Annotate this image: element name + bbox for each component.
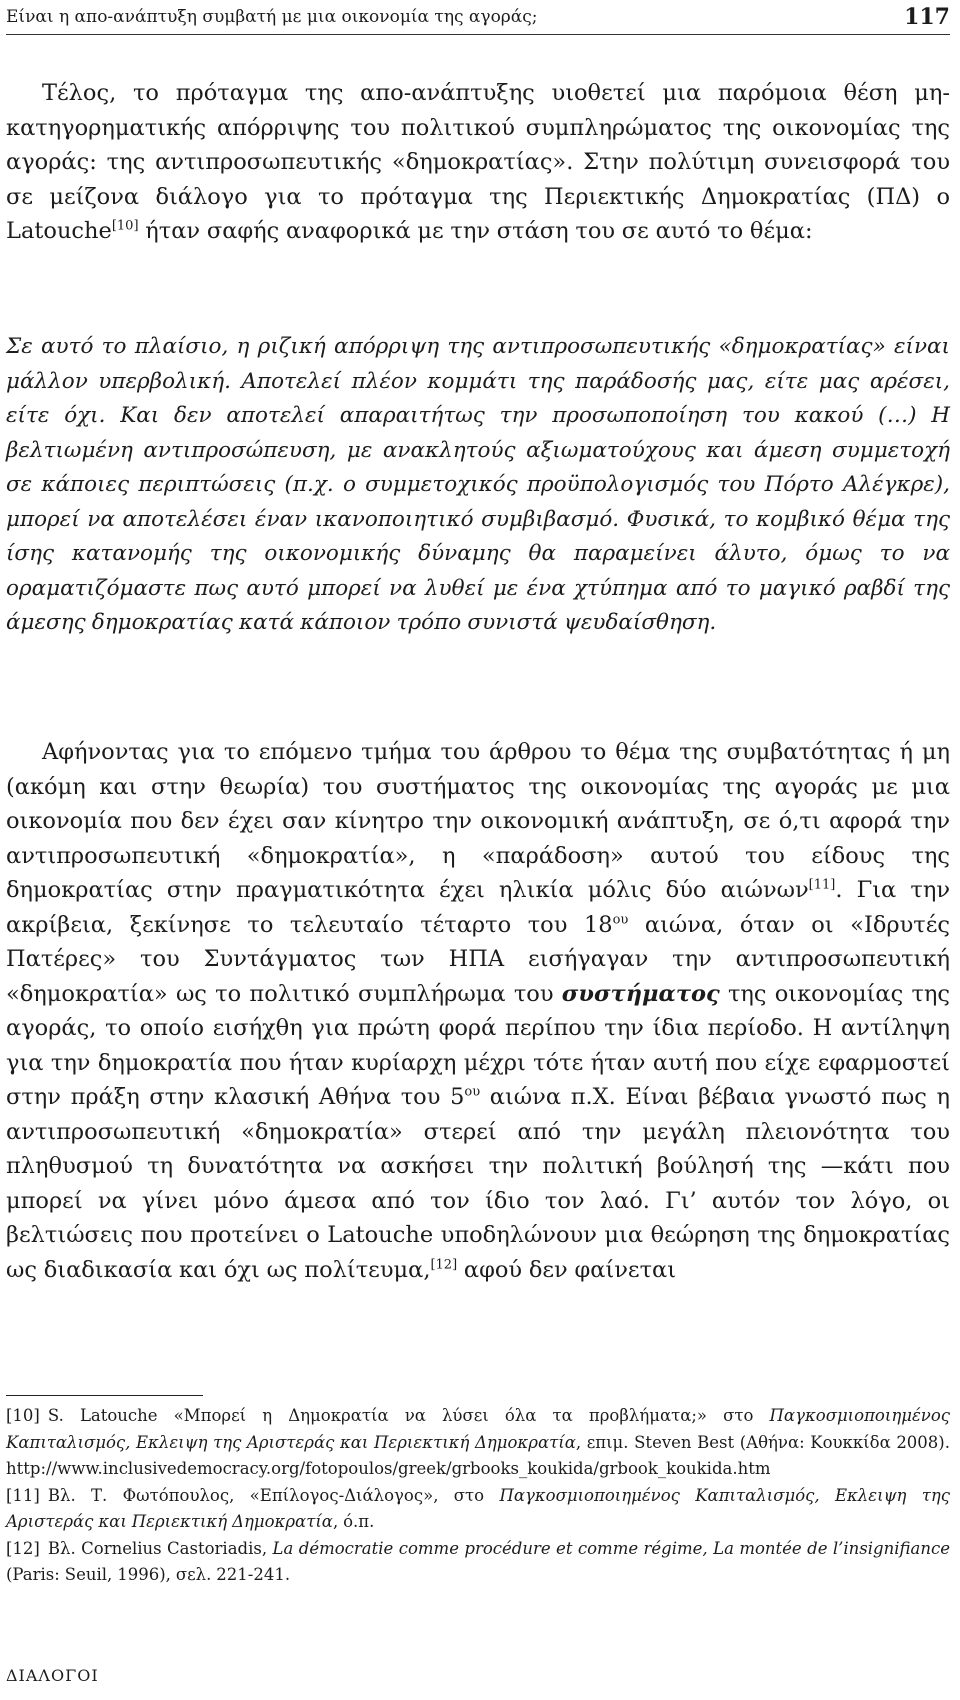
footnote-marker: [12] <box>6 1538 40 1558</box>
footnote-marker: [11] <box>6 1485 40 1505</box>
footnote-marker: [10] <box>6 1406 40 1425</box>
footnote-book-title: La démocratie comme procédure et comme régime, La montée de l’insignifiance <box>272 1538 950 1558</box>
footnote-text: (Paris: Seuil, 1996), σελ. 221-241. <box>6 1565 291 1584</box>
footnote-text: S. Latouche «Μπορεί η Δημοκρατία να λύσει όλα τα προβλήματα;» στο <box>47 1406 770 1425</box>
footnotes <box>6 1403 950 1589</box>
block-quote <box>6 330 950 641</box>
paragraph-text: ήταν σαφής αναφορικά με την στάση του σε αυτό το θέμα: <box>138 218 813 244</box>
ordinal-suffix: ου <box>612 912 629 927</box>
footnote-text: Βλ. Τ. Φωτόπουλος, «Επίλογος-Διάλογος», στο <box>47 1485 500 1505</box>
paragraph-text: Τέλος, το πρόταγμα της απο-ανάπτυξης υιοθετεί μια παρόμοια θέση μη-κατηγορηματικής απόρριψης του πολιτικού συμπληρώματος της οικονομίας της αγοράς: της αντιπροσωπευτικής «δημοκρατίας». Στην πολύτιμη συνεισφορά του σε μείζονα διάλογο για το πρόταγμα της Περιεκτικής Δημοκρατίας (ΠΔ) ο Latouche <box>6 80 950 244</box>
footnote-10 <box>6 1403 950 1483</box>
footnote-12 <box>6 1536 950 1589</box>
footnote-book-title: Παγκοσμιοποιημένος Καπιταλισμός, Εκλειψη της Αριστεράς και Περιεκτική Δημοκρατία <box>6 1406 950 1452</box>
footnote-text: Βλ. Cornelius Castoriadis, <box>47 1538 273 1558</box>
footnote-11 <box>6 1483 950 1536</box>
paragraph-text: αιώνα, όταν οι «Ιδρυτές Πατέρες» του Συντάγματος των ΗΠΑ εισήγαγαν την αντιπροσωπευτική «δημοκρατία» ως το πολιτικό συμπλήρωμα του <box>6 911 950 1007</box>
footnote-ref-11[interactable]: [11] <box>808 877 836 893</box>
footnote-text: , επιμ. Steven Best (Αθήνα: Κουκκίδα 2008). http://www.inclusivedemocracy.org/fotopoulos/greek/grbooks_koukida/grbook_koukida.htm <box>6 1432 950 1478</box>
running-header <box>6 4 950 35</box>
footnote-ref-12[interactable]: [12] <box>430 1257 458 1272</box>
paragraph-intro <box>6 76 950 249</box>
paragraph-main <box>6 735 950 1287</box>
paragraph-text: της οικονομίας της αγοράς, το οποίο εισήχθη για πρώτη φορά περίπου την ίδια περίοδο. Η αντίληψη για την δημοκρατία που ήταν κυρίαρχη μέχρι τότε ήταν αυτή που είχε εφαρμοστεί στην πράξη στην κλασική Αθήνα του 5 <box>6 980 950 1110</box>
footnote-ref-10[interactable]: [10] <box>111 218 139 234</box>
paragraph-text: Αφήνοντας για το επόμενο τμήμα του άρθρου το θέμα της συμβατότητας ή μη (ακόμη και στην θεωρία) του συστήματος της οικονομίας της αγοράς με μια οικονομία που δεν έχει σαν κίνητρο την οικονομική ανάπτυξη, σε ό,τι αφορά την αντιπροσωπευτική «δημοκρατία», η «παράδοση» αυτού του είδους της δημοκρατίας στην πραγματικότητα έχει ηλικία μόλις δύο αιώνων <box>6 739 950 903</box>
footnote-divider <box>6 1395 203 1396</box>
running-title: Είναι η απο-ανάπτυξη συμβατή με μια οικονομία της αγοράς; <box>6 7 538 27</box>
paragraph-text: αφού δεν φαίνεται <box>457 1256 677 1283</box>
paragraph-text: αιώνα π.Χ. Είναι βέβαια γνωστό πως η αντιπροσωπευτική «δημοκρατία» στερεί από την μεγάλη πλειονότητα του πληθυσμού τη δυνατότητα να ασκήσει την πολιτική βούλησή της —κάτι που μπορεί να γίνει μόνο άμεσα από τον ίδιο τον λαό. Γι’ αυτόν τον λόγο, οι βελτιώσεις που προτείνει ο Latouche υποδηλώνουν μια θεώρηση της δημοκρατίας ως διαδικασία και όχι ως πολίτευμα, <box>6 1084 950 1283</box>
quote-text: Σε αυτό το πλαίσιο, η ριζική απόρριψη της αντιπροσωπευτικής «δημοκρατίας» είναι μάλλον υπερβολική. Αποτελεί πλέον κομμάτι της παράδοσής μας, είτε μας αρέσει, είτε όχι. Και δεν αποτελεί απαραιτήτως την προσωποποίηση του κακού (…) Η βελτιωμένη αντιπροσώπευση, με ανακλητούς αξιωματούχους και άμεση συμμετοχή σε κάποιες περιπτώσεις (π.χ. ο συμμετοχικός προϋπολογισμός του Πόρτο Αλέγκρε), μπορεί να αποτελέσει έναν ικανοποιητικό συμβιβασμό. Φυσικά, το κομβικό θέμα της ίσης κατανομής της οικονομικής δύναμης θα παραμείνει άλυτο, όμως το να οραματιζόμαστε πως αυτό μπορεί να λυθεί με ένα χτύπημα από το μαγικό ραβδί της άμεσης δημοκρατίας κατά κάποιον τρόπο συνιστά ψευδαίσθηση. <box>6 334 950 635</box>
emphasized-word: συστήματος <box>561 980 720 1007</box>
ordinal-suffix: ου <box>464 1084 481 1100</box>
journal-name: ΔΙΑΛΟΓΟΙ <box>6 1666 99 1685</box>
paragraph-text: . Για την ακρίβεια, ξεκίνησε το τελευταίο τέταρτο του 18 <box>6 877 950 938</box>
footnote-text: , ό.π. <box>332 1512 375 1531</box>
footnote-book-title: Παγκοσμιοποιημένος Καπιταλισμός, Εκλειψη της Αριστεράς και Περιεκτική Δημοκρατία <box>6 1485 951 1531</box>
page-number: 117 <box>904 4 950 30</box>
